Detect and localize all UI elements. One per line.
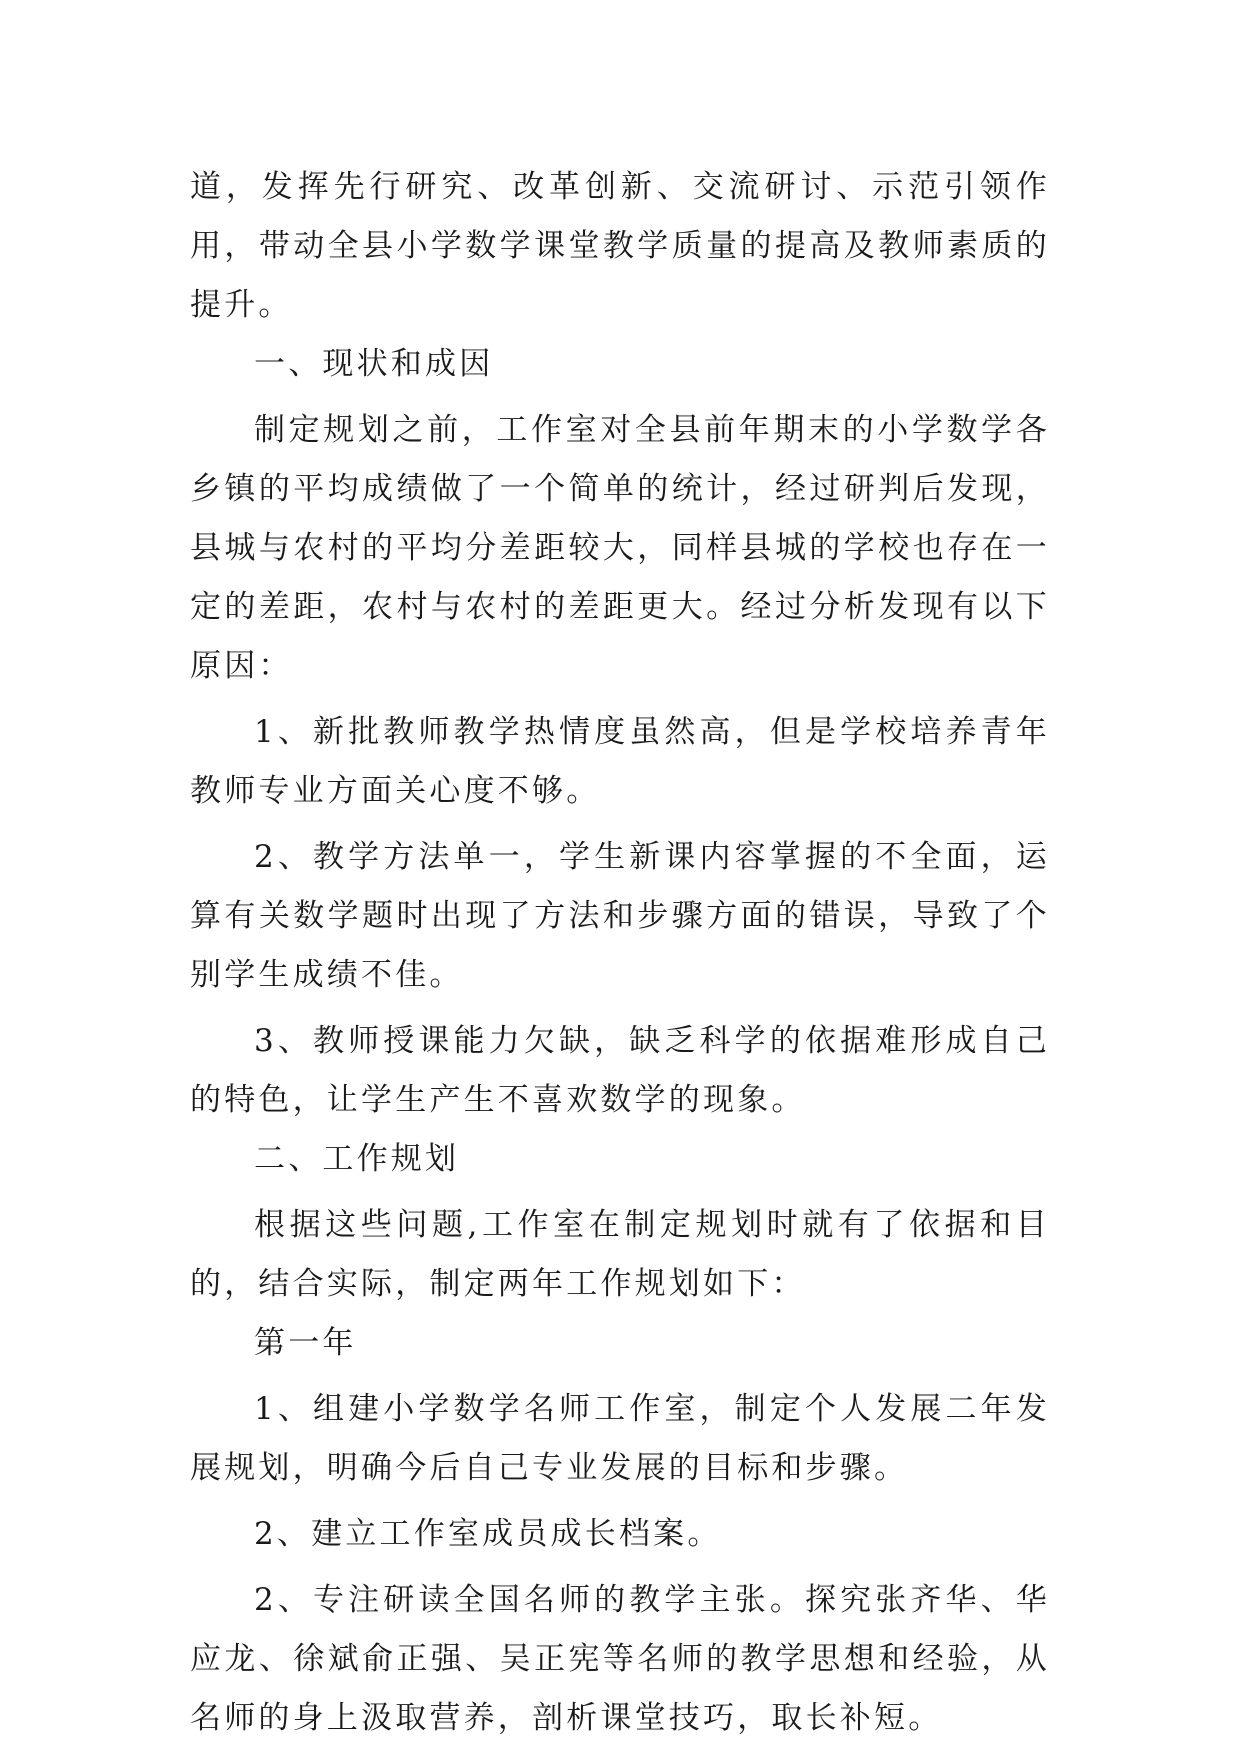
paragraph-cause-2: 2、教学方法单一，学生新课内容掌握的不全面，运算有关数学题时出现了方法和步骤方面的错误，导致了个别学生成绩不佳。	[190, 839, 1050, 993]
paragraph-year1-item-2: 2、建立工作室成员成长档案。	[254, 1516, 722, 1552]
paragraph-plan-intro: 根据这些问题,工作室在制定规划时就有了依据和目的，结合实际，制定两年工作规划如下：	[190, 1207, 1050, 1302]
paragraph-cause-1: 1、新批教师教学热情度虽然高，但是学校培养青年教师专业方面关心度不够。	[190, 714, 1050, 809]
heading-first-year: 第一年	[254, 1325, 357, 1361]
paragraph-intro-continuation: 道，发挥先行研究、改革创新、交流研讨、示范引领作用，带动全县小学数学课堂教学质量的提高及教师素质的提升。	[190, 169, 1050, 323]
heading-status-and-causes: 一、现状和成因	[254, 346, 494, 382]
heading-work-plan: 二、工作规划	[254, 1141, 460, 1177]
paragraph-statistics: 制定规划之前，工作室对全县前年期末的小学数学各乡镇的平均成绩做了一个简单的统计，经过研判后发现，县城与农村的平均分差距较大，同样县城的学校也存在一定的差距，农村与农村的差距更大。经过分析发现有以下原因：	[190, 412, 1050, 684]
paragraph-year1-item-1: 1、组建小学数学名师工作室，制定个人发展二年发展规划，明确今后自己专业发展的目标和步骤。	[190, 1391, 1050, 1486]
paragraph-cause-3: 3、教师授课能力欠缺，缺乏科学的依据难形成自己的特色，让学生产生不喜欢数学的现象。	[190, 1023, 1050, 1118]
document-body	[190, 158, 1050, 1748]
paragraph-year1-item-3: 2、专注研读全国名师的教学主张。探究张齐华、华应龙、徐斌俞正强、吴正宪等名师的教学思想和经验，从名师的身上汲取营养，剖析课堂技巧，取长补短。	[190, 1582, 1050, 1736]
